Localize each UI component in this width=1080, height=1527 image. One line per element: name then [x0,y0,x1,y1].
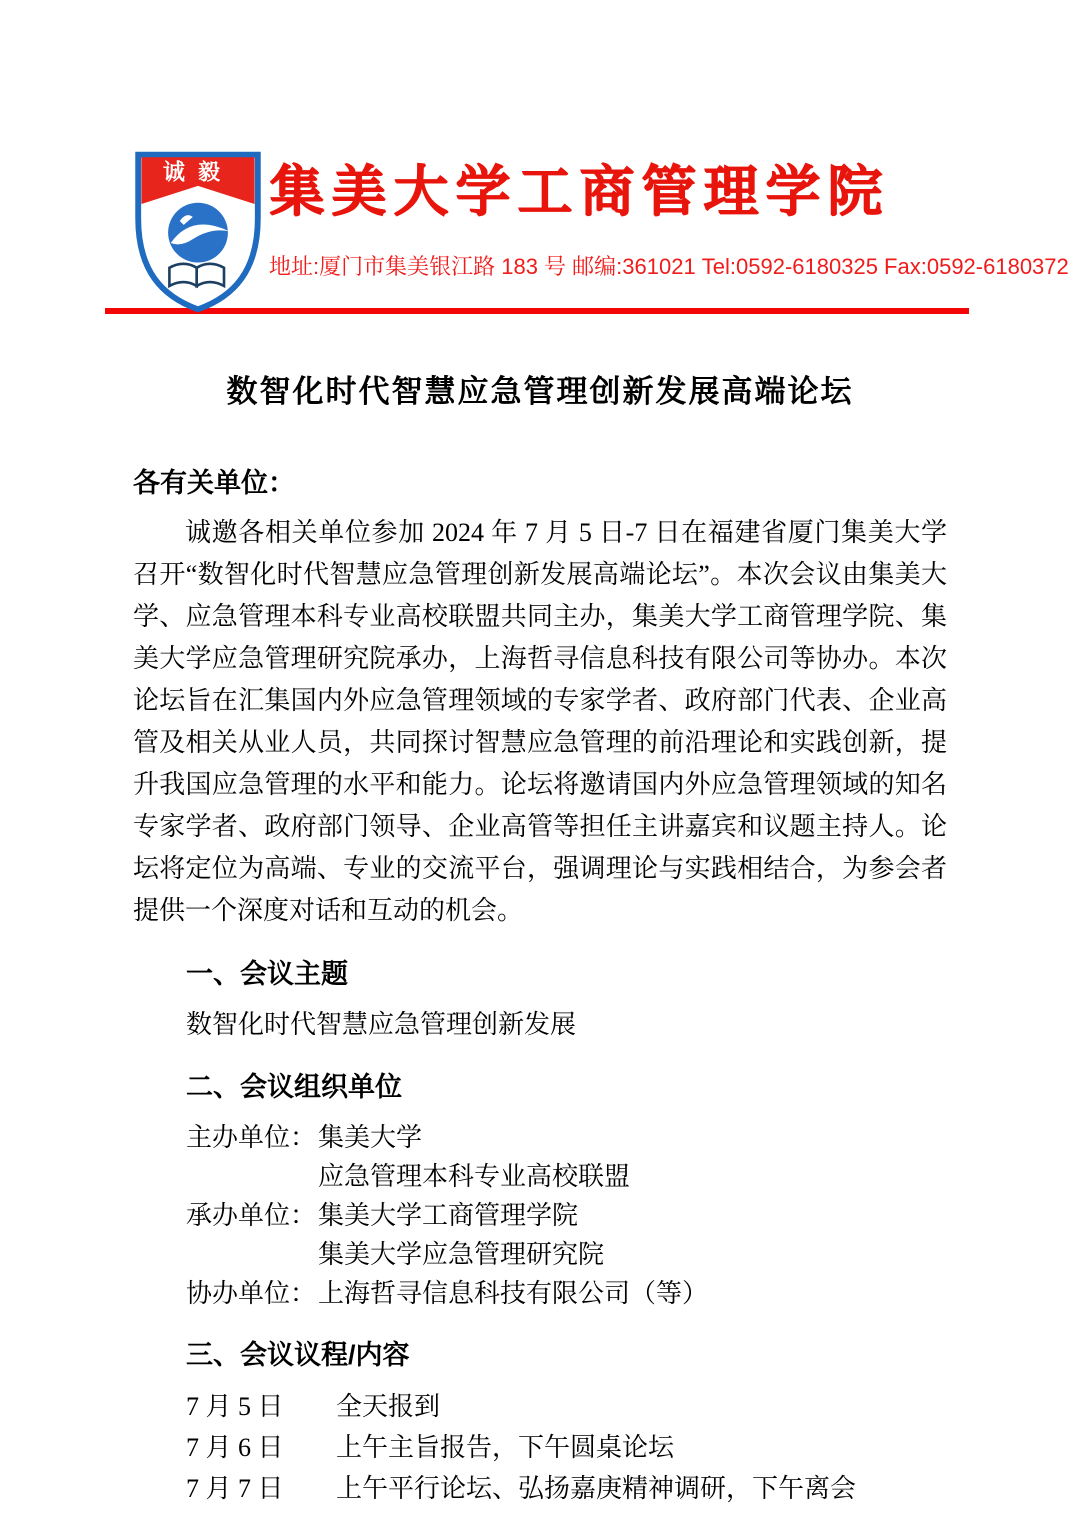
organizer-row [186,1118,947,1157]
organizer-label: 协办单位： [186,1279,317,1308]
letterhead [133,150,1069,314]
organizer-label: 主办单位： [186,1123,317,1152]
university-crest-logo [133,150,263,314]
organizer-row [186,1196,947,1235]
document-body [133,366,947,1509]
contact-info: 地址:厦门市集美银江路 183 号 邮编:361021 Tel:0592-6180325 Fax:0592-6180372 [269,254,1069,280]
organizer-label-spacer [186,1157,318,1196]
schedule-row [186,1427,947,1468]
document-title: 数智化时代智慧应急管理创新发展高端论坛 [226,374,854,409]
organizer-name: 集美大学工商管理学院 [318,1201,579,1230]
schedule-date: 7 月 5 日 [186,1392,284,1421]
organizer-name: 上海哲寻信息科技有限公司（等） [318,1279,709,1308]
book-right-page-icon [197,264,224,286]
letterhead-text-block [263,150,1069,281]
organizer-name: 集美大学应急管理研究院 [318,1240,605,1269]
organizer-name: 应急管理本科专业高校联盟 [318,1162,631,1191]
schedule-activity: 上午主旨报告，下午圆桌论坛 [336,1433,675,1462]
organizer-row [186,1274,947,1313]
salutation: 各有关单位： [133,468,295,498]
section-heading-organizers: 二、会议组织单位 [186,1072,402,1102]
schedule-date: 7 月 7 日 [186,1474,284,1503]
organizer-label-spacer [186,1235,318,1274]
schedule-date: 7 月 6 日 [186,1433,284,1462]
organizer-name: 集美大学 [318,1123,423,1152]
organizer-row [186,1235,947,1274]
crest-shield-icon [133,150,263,314]
section-heading-agenda: 三、会议议程/内容 [186,1340,410,1370]
schedule-list [186,1386,947,1509]
intro-paragraph: 诚邀各相关单位参加 2024 年 7 月 5 日-7 日在福建省厦门集美大学召开“数智化时代智慧应急管理创新发展高端论坛”。本次会议由集美大学、应急管理本科专业高校联盟共同主办，集美大学工商管理学院、集美大学应急管理研究院承办，上海哲寻信息科技有限公司等协办。本次论坛旨在汇集国内外应急管理领域的专家学者、政府部门代表、企业高管及相关从业人员，共同探讨智慧应急管理的前沿理论和实践创新，提升我国应急管理的水平和能力。论坛将邀请国内外应急管理领域的知名专家学者、政府部门领导、企业高管等担任主讲嘉宾和议题主持人。论坛将定位为高端、专业的交流平台，强调理论与实践相结合，为参会者提供一个深度对话和互动的机会。 [133,518,947,925]
section-heading-topic: 一、会议主题 [186,959,348,989]
schedule-activity: 全天报到 [336,1392,441,1421]
book-left-page-icon [169,264,196,286]
organization-name: 集美大学工商管理学院 [269,158,890,223]
organizer-list [186,1118,947,1313]
section-topic-content: 数智化时代智慧应急管理创新发展 [186,1010,577,1039]
schedule-row [186,1468,947,1509]
organizer-row [186,1157,947,1196]
organizer-label: 承办单位： [186,1201,317,1230]
schedule-row [186,1386,947,1427]
crest-motto: 诚毅 [162,159,234,186]
schedule-activity: 上午平行论坛、弘扬嘉庚精神调研，下午离会 [336,1474,857,1503]
